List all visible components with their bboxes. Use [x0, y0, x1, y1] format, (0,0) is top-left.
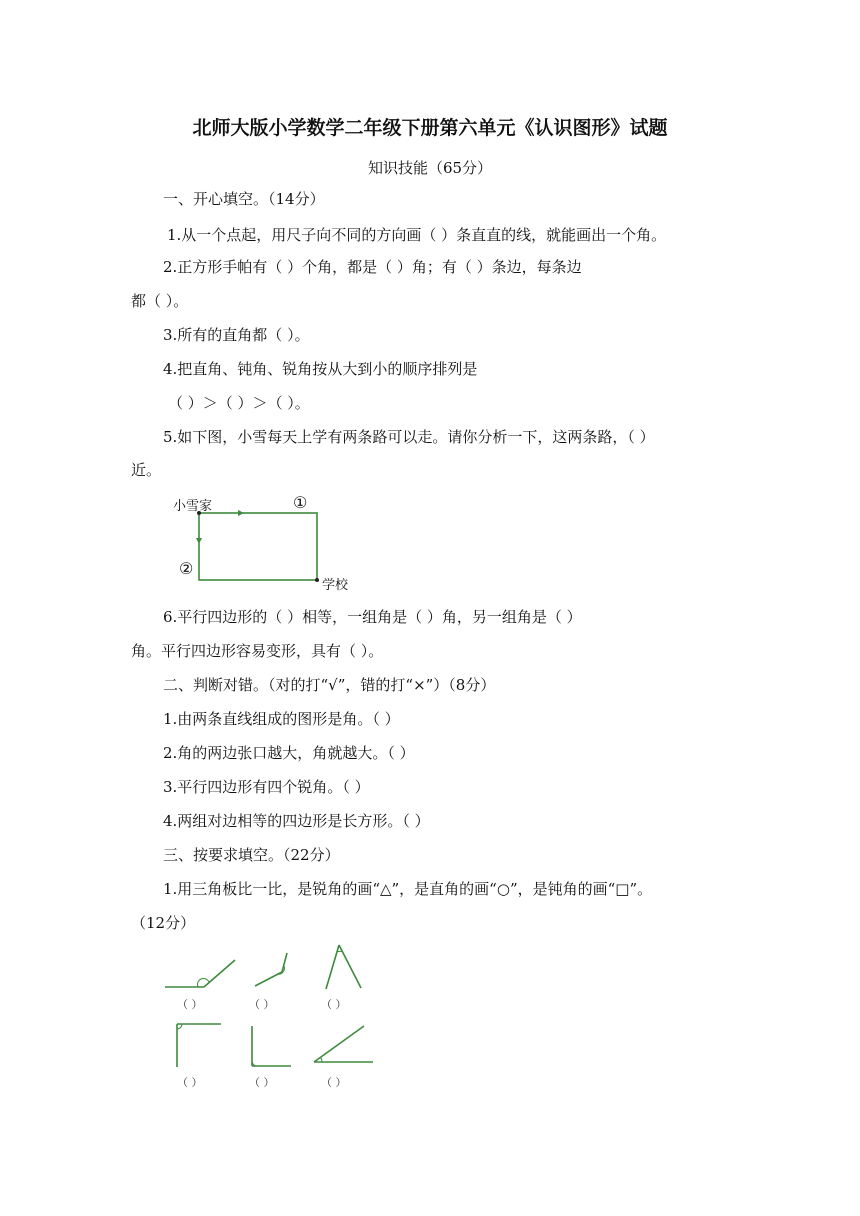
s2-q4: 4.两组对边相等的四边形是长方形。（ ）	[163, 812, 430, 830]
angle-figure-3	[326, 945, 361, 989]
s1-q4-line1: 4.把直角、钝角、锐角按从大到小的顺序排列是	[163, 360, 478, 378]
angle-figure-5	[252, 1026, 291, 1066]
answer-blank-3[interactable]: （ ）	[321, 998, 347, 1011]
s2-q1: 1.由两条直线组成的图形是角。（ ）	[163, 710, 400, 728]
s2-q3: 3.平行四边形有四个锐角。（ ）	[163, 778, 370, 796]
s1-q1: 1.从一个点起，用尺子向不同的方向画（ ）条直直的线，就能画出一个角。	[167, 226, 667, 244]
section1-heading: 一、开心填空。（14分）	[163, 190, 325, 208]
s1-q4-line2: （ ）＞（ ）＞（ ）。	[168, 394, 310, 412]
angle-figure-6	[314, 1026, 373, 1062]
angle-figure-1	[165, 960, 235, 987]
s1-q6-line1: 6.平行四边形的（ ）相等，一组角是（ ）角，另一组角是（ ）	[163, 608, 582, 626]
s1-q2-line1: 2.正方形手帕有（ ）个角，都是（ ）角；有（ ）条边，每条边	[163, 258, 582, 276]
answer-blank-1[interactable]: （ ）	[177, 998, 203, 1011]
angle-figure-2	[255, 953, 287, 986]
route2-label: ②	[179, 559, 194, 578]
s1-q3: 3.所有的直角都（ ）。	[163, 326, 310, 344]
answer-blank-5[interactable]: （ ）	[249, 1076, 275, 1089]
home-label: 小雪家	[173, 499, 213, 514]
angle-figure-4	[177, 1024, 221, 1067]
page-title: 北师大版小学数学二年级下册第六单元《认识图形》试题	[192, 117, 668, 139]
s3-q1-line2: （12分）	[131, 914, 196, 932]
s3-q1-line1: 1.用三角板比一比，是锐角的画“△”，是直角的画“○”，是钝角的画“□”。	[163, 880, 653, 898]
section2-heading: 二、判断对错。（对的打“√”，错的打“×”）（8分）	[163, 676, 496, 694]
answer-blank-4[interactable]: （ ）	[177, 1076, 203, 1089]
answer-blank-6[interactable]: （ ）	[321, 1076, 347, 1089]
s1-q5-line1: 5.如下图，小雪每天上学有两条路可以走。请你分析一下，这两条路，（ ）	[163, 428, 655, 446]
s1-q6-line2: 角。平行四边形容易变形，具有（ ）。	[131, 642, 384, 660]
school-label: 学校	[322, 578, 349, 593]
subtitle: 知识技能（65分）	[367, 159, 493, 177]
answer-blank-2[interactable]: （ ）	[249, 998, 275, 1011]
s2-q2: 2.角的两边张口越大，角就越大。（ ）	[163, 744, 415, 762]
s1-q5-line2: 近。	[131, 461, 162, 479]
s1-q2-line2: 都（ ）。	[131, 292, 189, 310]
section3-heading: 三、按要求填空。（22分）	[163, 846, 340, 864]
route1-label: ①	[293, 493, 308, 512]
